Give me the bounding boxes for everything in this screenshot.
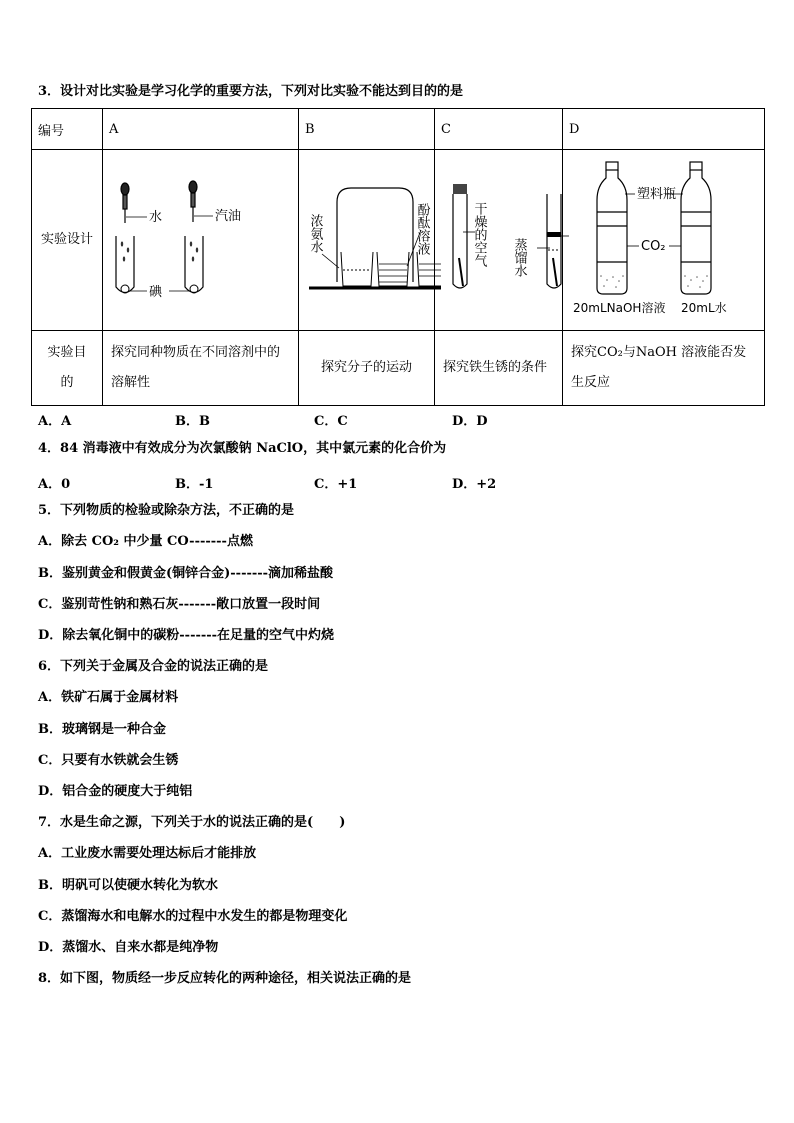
drops-right <box>190 242 198 262</box>
drops-left <box>121 242 129 262</box>
q3-stem: 3．设计对比实验是学习化学的重要方法，下列对比实验不能达到目的的是 <box>38 84 464 99</box>
figure-a-cell <box>103 150 299 331</box>
header-c: C <box>435 109 563 150</box>
goal-c: 探究铁生锈的条件 <box>435 331 563 406</box>
label-gasoline: 汽油 <box>215 209 242 224</box>
label-dry-air: 干燥的空气 <box>471 202 487 267</box>
q5-option-d[interactable]: D．除去氧化铜中的碳粉-------在足量的空气中灼烧 <box>38 628 335 643</box>
q4-option-c[interactable]: C．+1 <box>314 477 358 492</box>
test-tube-right <box>185 236 203 293</box>
table-goal-row <box>32 331 765 406</box>
q3-option-a[interactable]: A．A <box>38 414 72 429</box>
figure-b <box>305 150 441 326</box>
q7-stem: 7．水是生命之源，下列关于水的说法正确的是( ) <box>38 815 346 830</box>
iron-nail-left <box>459 258 463 286</box>
q5-option-b[interactable]: B．鉴别黄金和假黄金(铜锌合金)-------滴加稀盐酸 <box>38 566 334 581</box>
test-tube-water <box>547 194 561 288</box>
iron-nail-right <box>553 258 557 286</box>
label-ammonia: 浓氨水 <box>307 214 323 253</box>
q5-stem: 5．下列物质的检验或除杂方法，不正确的是 <box>38 503 295 518</box>
beaker-outside <box>417 252 441 286</box>
header-number: 编号 <box>32 109 103 150</box>
figure-a <box>109 150 305 326</box>
figure-b-cell <box>299 150 435 331</box>
goal-b: 探究分子的运动 <box>299 331 435 406</box>
experiment-table <box>31 108 765 406</box>
goal-d: 探究CO₂与NaOH 溶液能否发生反应 <box>563 331 765 406</box>
test-tube-left <box>116 236 134 293</box>
label-naoh: 20mLNaOH溶液 <box>573 301 666 315</box>
q6-option-b[interactable]: B．玻璃钢是一种合金 <box>38 722 166 737</box>
bottle-left <box>597 162 627 294</box>
header-b: B <box>299 109 435 150</box>
q3-option-d[interactable]: D．D <box>452 414 488 429</box>
header-d: D <box>563 109 765 150</box>
table-design-row <box>32 150 765 331</box>
label-distilled-water: 蒸馏水 <box>511 238 527 277</box>
q5-option-c[interactable]: C．鉴别苛性钠和熟石灰-------敞口放置一段时间 <box>38 597 321 612</box>
figure-c-cell <box>435 150 563 331</box>
q7-option-b[interactable]: B．明矾可以使硬水转化为软水 <box>38 878 218 893</box>
q8-stem: 8．如下图，物质经一步反应转化的两种途径，相关说法正确的是 <box>38 971 412 986</box>
label-co2: CO₂ <box>641 239 666 254</box>
label-plastic-bottle: 塑料瓶 <box>637 187 677 202</box>
label-iodine: 碘 <box>149 285 163 300</box>
table-header-row <box>32 109 765 150</box>
goal-a: 探究同种物质在不同溶剂中的溶解性 <box>103 331 299 406</box>
q6-option-d[interactable]: D．铝合金的硬度大于纯铝 <box>38 784 193 799</box>
q6-option-c[interactable]: C．只要有水铁就会生锈 <box>38 753 179 768</box>
q7-option-a[interactable]: A．工业废水需要处理达标后才能排放 <box>38 846 257 861</box>
bottle-right <box>681 162 711 294</box>
design-label: 实验设计 <box>32 150 103 331</box>
q4-option-d[interactable]: D．+2 <box>452 477 497 492</box>
stopper <box>453 184 467 194</box>
label-water: 水 <box>149 210 163 225</box>
q3-option-b[interactable]: B．B <box>175 414 210 429</box>
figure-d-cell <box>563 150 765 331</box>
test-tube-dry <box>453 194 467 288</box>
q7-option-d[interactable]: D．蒸馏水、自来水都是纯净物 <box>38 940 219 955</box>
q4-stem: 4．84 消毒液中有效成分为次氯酸钠 NaClO，其中氯元素的化合价为 <box>38 441 447 456</box>
label-phenolphthalein: 酚酞溶液 <box>414 203 430 255</box>
bell-jar <box>337 188 413 282</box>
beaker-left <box>341 252 373 286</box>
q5-option-a[interactable]: A．除去 CO₂ 中少量 CO-------点燃 <box>38 534 253 549</box>
q6-option-a[interactable]: A．铁矿石属于金属材料 <box>38 690 179 705</box>
oil-layer <box>547 232 561 237</box>
q3-option-c[interactable]: C．C <box>314 414 348 429</box>
goal-label: 实验目的 <box>32 331 103 406</box>
header-a: A <box>103 109 299 150</box>
q6-stem: 6．下列关于金属及合金的说法正确的是 <box>38 659 269 674</box>
q4-option-a[interactable]: A．0 <box>38 477 71 492</box>
beaker-middle <box>377 252 409 286</box>
figure-d <box>569 150 771 326</box>
label-water-d: 20mL水 <box>681 301 727 315</box>
figure-c <box>441 150 569 326</box>
q4-option-b[interactable]: B．-1 <box>175 477 214 492</box>
q7-option-c[interactable]: C．蒸馏海水和电解水的过程中水发生的都是物理变化 <box>38 909 348 924</box>
